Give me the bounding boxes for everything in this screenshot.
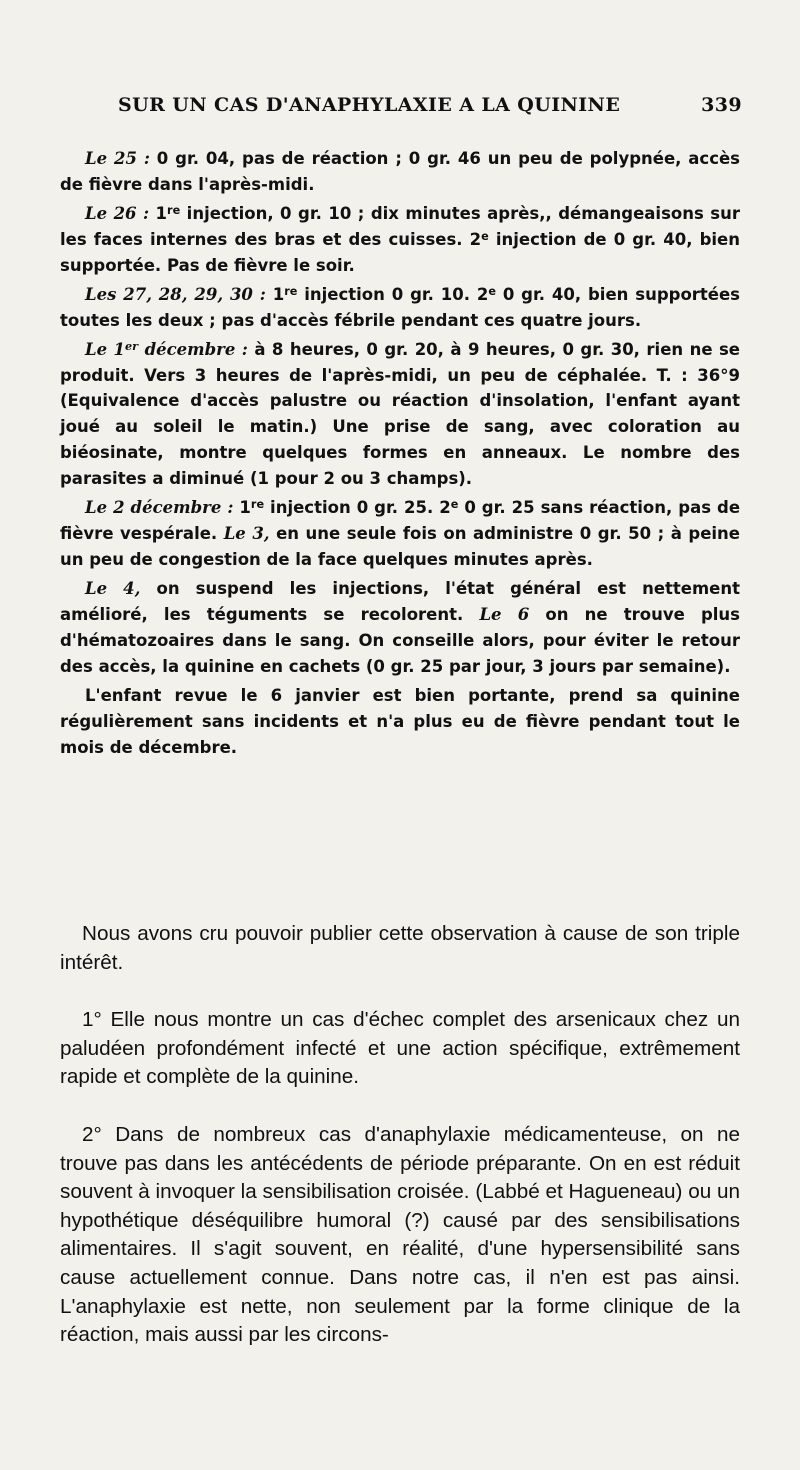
body-paragraph: 1° Elle nous montre un cas d'échec complet des arsenicaux chez un paludéen profondément infecté et une action spécifique, extrêmement rapide et complète de la quinine. xyxy=(60,1008,740,1089)
note-paragraph: Le 4, on suspend les injections, l'état général est nettement amélioré, les téguments se recolorent. Le 6 on ne trouve plus d'hématozoaires dans le sang. On conseille alors, pour éviter le retour des accès, la quinine en cachets (0 gr. 25 par jour, 3 jours par semaine). xyxy=(60,578,740,676)
note-date: Le 25 : xyxy=(85,149,150,168)
page-number: 339 xyxy=(701,94,742,116)
note-date: Les 27, 28, 29, 30 : xyxy=(85,284,266,304)
note-date: Le 4, xyxy=(85,578,141,598)
note-date: Le 26 : xyxy=(85,203,150,223)
case-observation-notes xyxy=(60,146,740,760)
discussion-text xyxy=(60,920,740,1350)
note-date: Le 2 décembre : xyxy=(85,498,234,518)
note-paragraph: Le 26 : 1re injection, 0 gr. 10 ; dix minutes après,, démangeaisons sur les faces internes des bras et des cuisses. 2e injection de 0 gr. 40, bien supportée. Pas de fièvre le soir. xyxy=(60,203,740,275)
note-paragraph: Les 27, 28, 29, 30 : 1re injection 0 gr. 10. 2e 0 gr. 40, bien supportées toutes les deux ; pas d'accès fébrile pendant ces quatre jours. xyxy=(60,284,741,330)
body-paragraph: Nous avons cru pouvoir publier cette observation à cause de son triple intérêt. xyxy=(60,922,740,974)
running-title: SUR UN CAS D'ANAPHYLAXIE A LA QUININE xyxy=(118,94,621,116)
note-paragraph: Le 2 décembre : 1re injection 0 gr. 25. 2e 0 gr. 25 sans réaction, pas de fièvre vespérale. Le 3, en une seule fois on administre 0 gr. 50 ; à peine un peu de congestion de la face quelques minutes après. xyxy=(60,498,741,569)
note-paragraph: Le 1er décembre : à 8 heures, 0 gr. 20, à 9 heures, 0 gr. 30, rien ne se produit. Vers 3 heures de l'après-midi, un peu de céphalée. T. : 36°9 (Equivalence d'accès palustre ou réaction d'insolation, l'enfant ayant joué au soleil le matin.) Une prise de sang, avec coloration au biéosinate, montre quelques formes en anneaux. Le nombre des parasites a diminué (1 pour 2 ou 3 champs). xyxy=(60,338,740,489)
note-paragraph: L'enfant revue le 6 janvier est bien portante, prend sa quinine régulièrement sans incidents et n'a plus eu de fièvre pendant tout le mois de décembre. xyxy=(60,685,740,757)
body-paragraph: 2° Dans de nombreux cas d'anaphylaxie médicamenteuse, on ne trouve pas dans les antécédents de période préparante. On en est réduit souvent à invoquer la sensibilisation croisée. (Labbé et Haguenеau) ou un hypothétique déséquilibre humoral (?) causé par des sensibilisations alimentaires. Il s'agit souvent, en réalité, d'une hypersensibilité sans cause actuellement connue. Dans notre cas, il n'en est pas ainsi. L'anaphylaxie est nette, non seulement par la forme clinique de la réaction, mais aussi par les circons- xyxy=(60,1122,740,1347)
note-date: Le 1er décembre : xyxy=(85,338,248,359)
note-paragraph: Le 25 : 0 gr. 04, pas de réaction ; 0 gr. 46 un peu de polypnée, accès de fièvre dans l'après-midi. xyxy=(60,149,740,194)
